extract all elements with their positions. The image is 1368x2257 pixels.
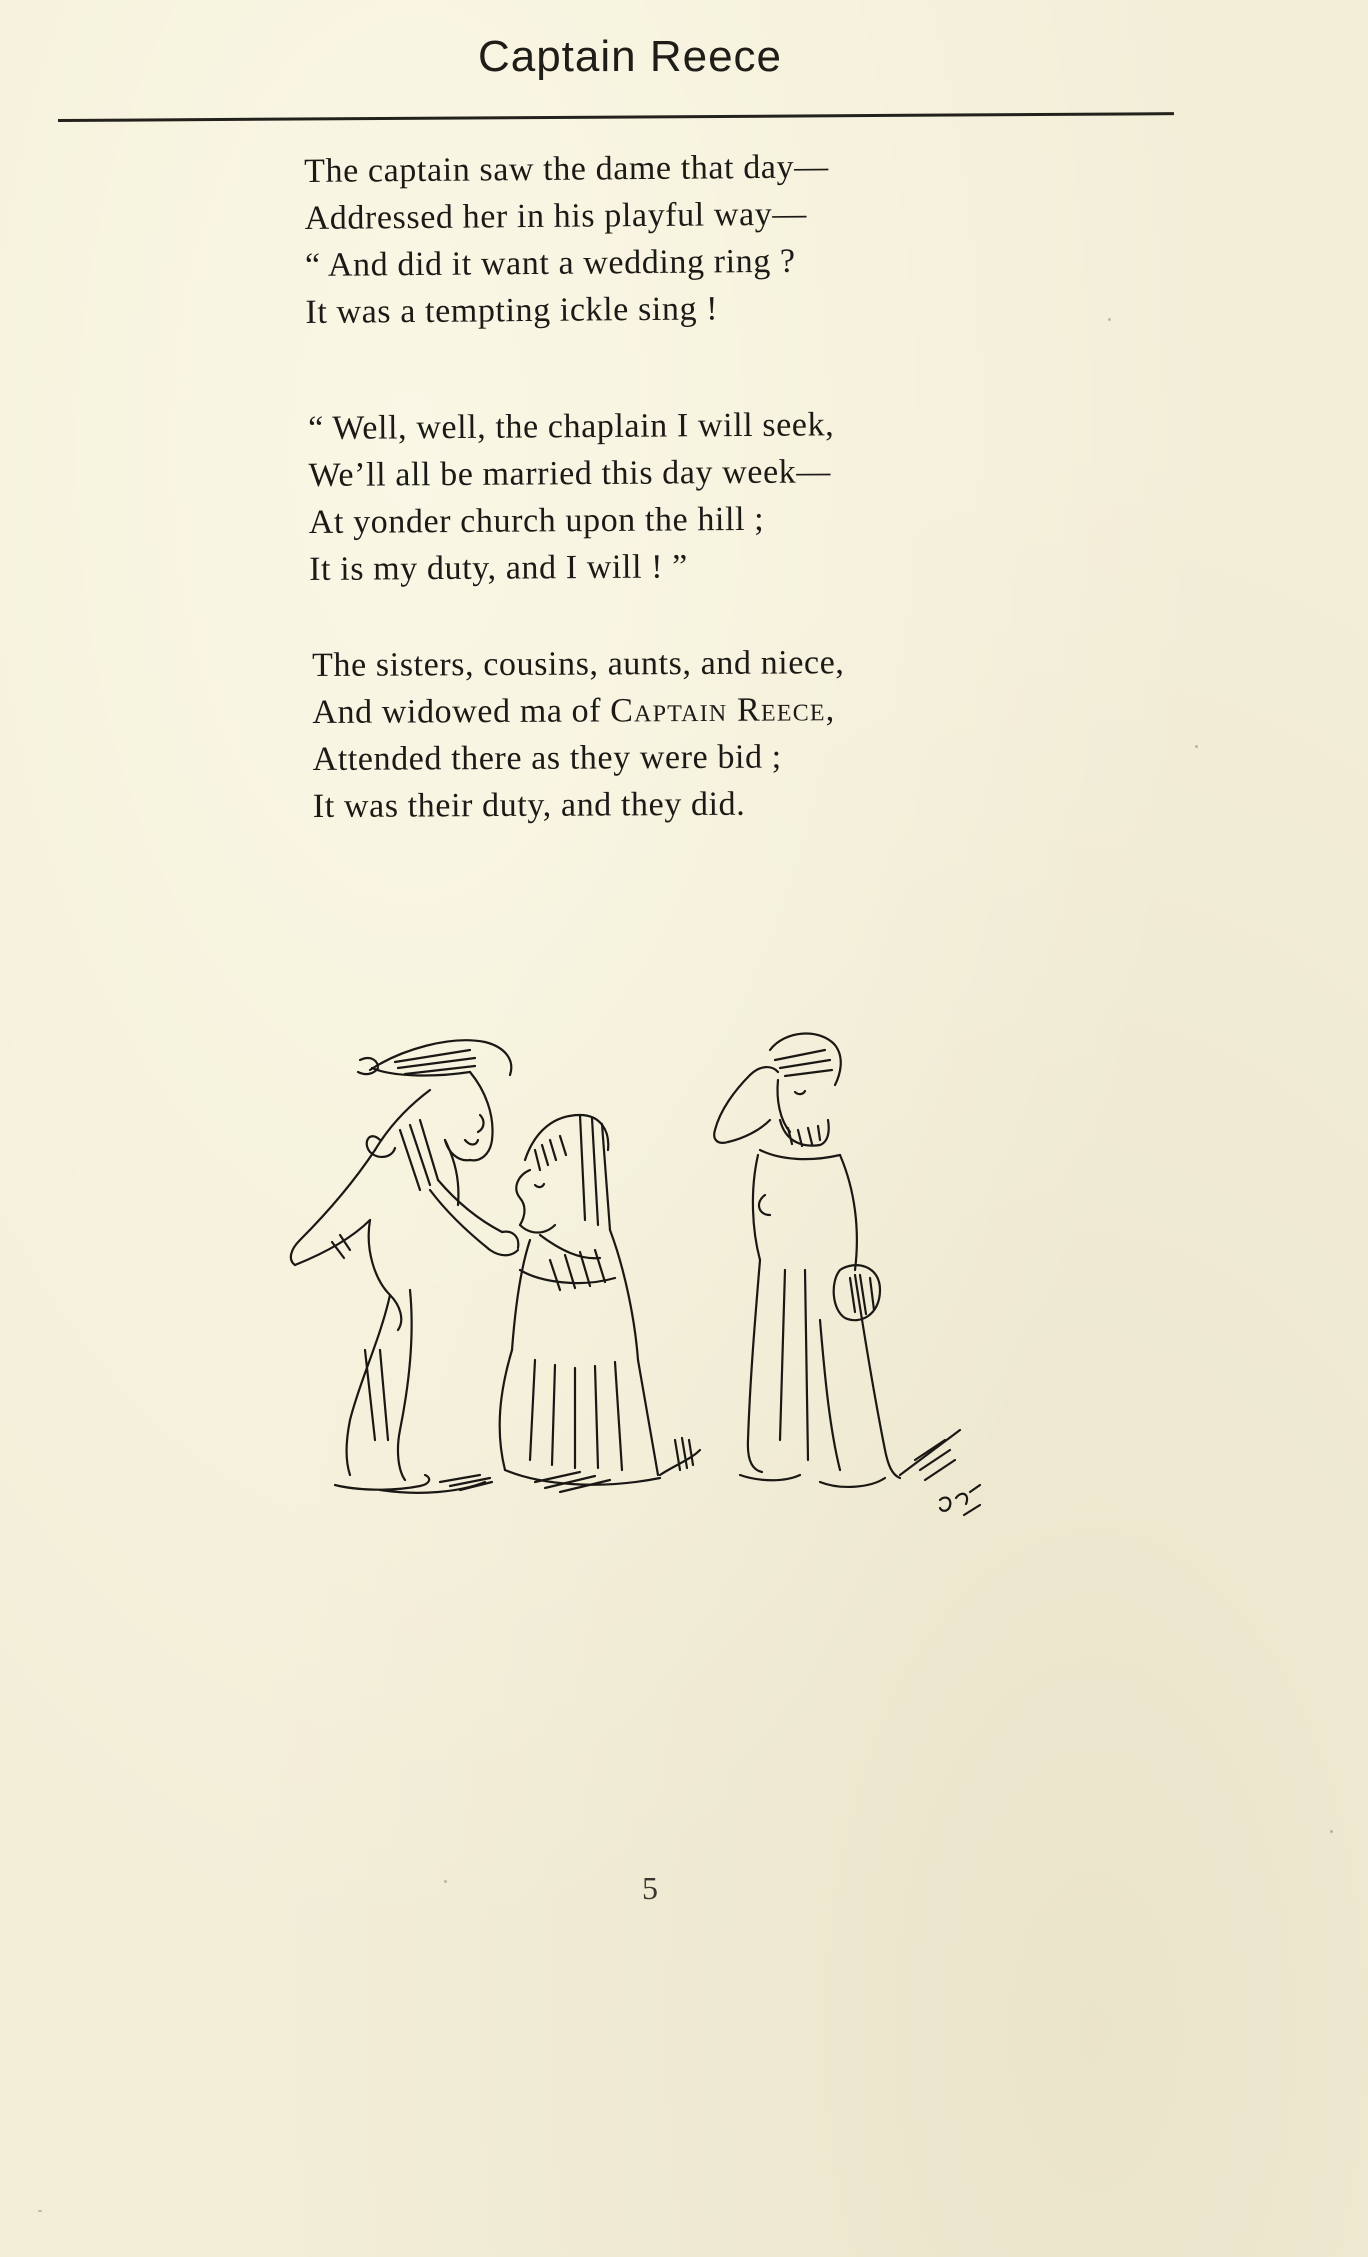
character-name: Captain Reece [610,691,826,730]
paper-speck [1195,745,1198,748]
paper-speck [1330,1830,1333,1833]
verse-line: “ Well, well, the chaplain I will seek, [308,406,835,447]
captain-figure [291,1040,518,1493]
page-number: 5 [642,1870,658,1906]
artist-monogram [940,1485,980,1515]
verse-line-start: And widowed ma of [312,692,611,731]
verse-line: Attended there as they were bid ; [312,738,782,778]
verse-line: Addressed her in his playful way— [304,195,808,237]
verse-line: At yonder church upon the hill ; [308,500,765,541]
sailor-figure [714,1034,960,1487]
verse-line: It was a tempting ickle sing ! [305,290,719,331]
running-head: Captain Reece [477,32,783,81]
stanza [312,638,1013,830]
paper-speck [38,2210,42,2212]
engraving-illustration-icon [280,1020,1020,1540]
paper-speck [1108,318,1111,321]
header-rule [58,112,1174,122]
old-woman-figure [500,1115,700,1492]
stanza [304,142,1006,336]
verse-line: “ And did it want a wedding ring ? [304,242,796,284]
stanza [308,400,1009,593]
verse-line: It is my duty, and I will ! ” [309,548,689,588]
verse-line-end: , [825,691,835,729]
verse-line: It was their duty, and they did. [312,785,746,825]
verse-line: The sisters, cousins, aunts, and niece, [312,644,845,684]
verse-line: The captain saw the dame that day— [304,148,829,190]
verse-line: We’ll all be married this day week— [308,453,832,494]
verse-line [312,685,1012,736]
paper-speck [444,1880,447,1883]
